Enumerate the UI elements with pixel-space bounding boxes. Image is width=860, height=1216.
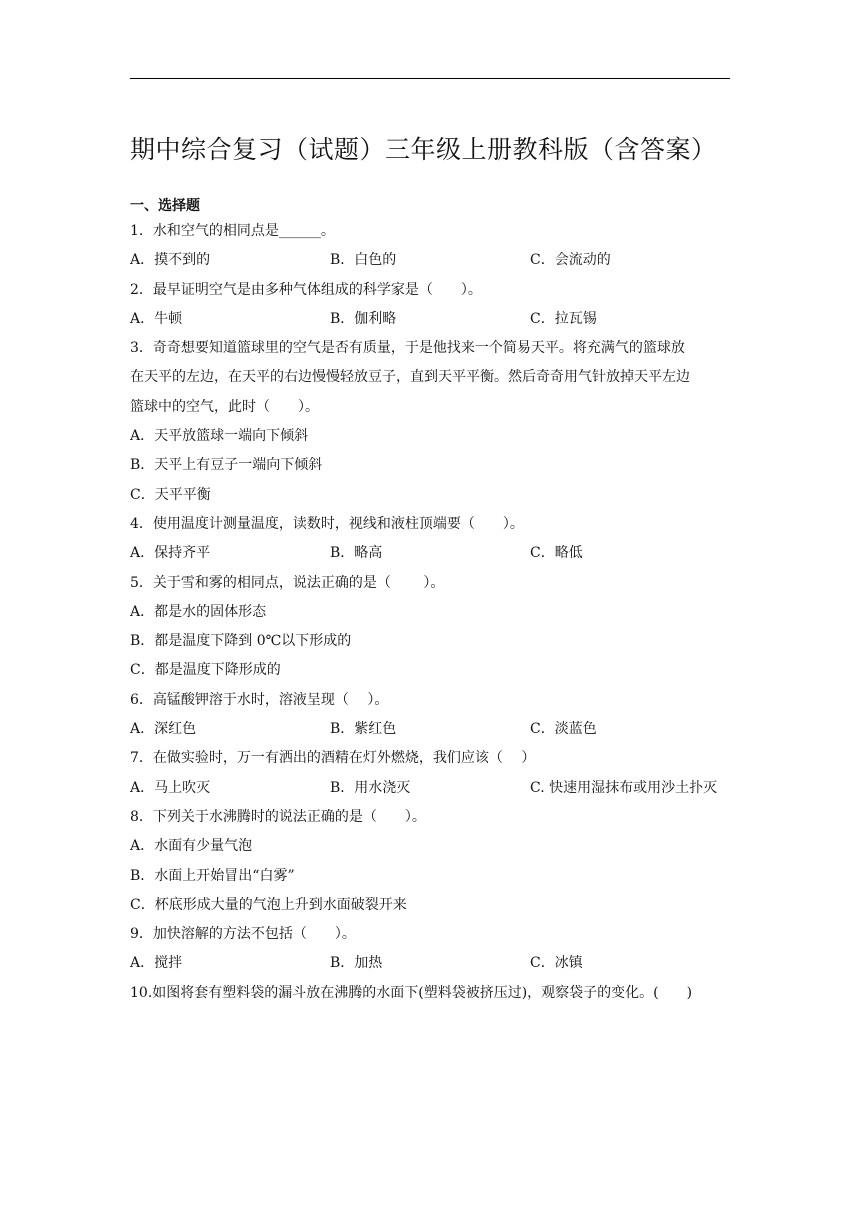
option-c: C．略低	[530, 545, 583, 562]
option-c: C．冰镇	[530, 955, 583, 972]
option-c: C．淡蓝色	[530, 721, 597, 738]
question-3-option-c: C．天平平衡	[130, 486, 211, 503]
option-b: B．白色的	[330, 252, 397, 269]
option-b: B．用水浇灭	[330, 779, 411, 796]
question-8-option-a: A．水面有少量气泡	[130, 838, 253, 855]
page-title: 期中综合复习（试题）三年级上册教科版（含答案）	[130, 135, 717, 164]
question-2-stem: 2．最早证明空气是由多种气体组成的科学家是（ ）。	[130, 281, 482, 298]
question-10-stem: 10.如图将套有塑料袋的漏斗放在沸腾的水面下(塑料袋被挤压过)，观察袋子的变化。( )	[130, 984, 693, 1001]
question-6-options	[130, 715, 735, 744]
question-4-options	[130, 539, 735, 568]
option-a: A．马上吹灭	[130, 779, 211, 796]
question-6-stem: 6．高锰酸钾溶于水时，溶液呈现（ ）。	[130, 691, 389, 708]
question-5-option-c: C．都是温度下降形成的	[130, 662, 281, 679]
question-list	[130, 217, 735, 1008]
option-b: B．略高	[330, 545, 383, 562]
question-7-options	[130, 774, 735, 803]
question-8-option-b: B．水面上开始冒出“白雾”	[130, 867, 295, 884]
option-a: A．摸不到的	[130, 252, 211, 269]
option-a: A．深红色	[130, 721, 197, 738]
option-c: C．会流动的	[530, 252, 611, 269]
question-5-option-b: B．都是温度下降到 0℃以下形成的	[130, 633, 352, 650]
question-8-stem: 8．下列关于水沸腾时的说法正确的是（ ）。	[130, 808, 426, 825]
question-3-stem-line-1: 3．奇奇想要知道篮球里的空气是否有质量，于是他找来一个简易天平。将充满气的篮球放	[130, 340, 685, 357]
question-1-options	[130, 246, 735, 275]
section-heading-choice: 一、选择题	[130, 198, 200, 214]
question-8-option-c: C．杯底形成大量的气泡上升到水面破裂开来	[130, 896, 407, 913]
header-rule	[130, 78, 730, 79]
option-a: A．保持齐平	[130, 545, 211, 562]
question-9-options	[130, 949, 735, 978]
option-c: C．拉瓦锡	[530, 310, 597, 327]
option-b: B．伽利略	[330, 310, 397, 327]
option-b: B．紫红色	[330, 721, 397, 738]
question-3-option-a: A．天平放篮球一端向下倾斜	[130, 428, 309, 445]
question-3-stem-line-3: 篮球中的空气，此时（ ）。	[130, 398, 319, 415]
option-a: A．搅拌	[130, 955, 183, 972]
question-2-options	[130, 305, 735, 334]
question-5-option-a: A．都是水的固体形态	[130, 603, 267, 620]
question-4-stem: 4．使用温度计测量温度，读数时，视线和液柱顶端要（ ）。	[130, 515, 524, 532]
option-a: A．牛顿	[130, 310, 183, 327]
question-5-stem: 5．关于雪和雾的相同点，说法正确的是（ ）。	[130, 574, 445, 591]
question-7-stem: 7．在做实验时，万一有洒出的酒精在灯外燃烧，我们应该（ ）	[130, 750, 536, 767]
option-c: C. 快速用湿抹布或用沙土扑灭	[530, 779, 718, 796]
question-3-option-b: B．天平上有豆子一端向下倾斜	[130, 457, 323, 474]
question-9-stem: 9．加快溶解的方法不包括（ ）。	[130, 926, 356, 943]
question-1-stem: 1．水和空气的相同点是______。	[130, 223, 335, 239]
option-b: B．加热	[330, 955, 383, 972]
question-3-stem-line-2: 在天平的左边，在天平的右边慢慢轻放豆子，直到天平平衡。然后奇奇用气针放掉天平左边	[130, 369, 690, 386]
